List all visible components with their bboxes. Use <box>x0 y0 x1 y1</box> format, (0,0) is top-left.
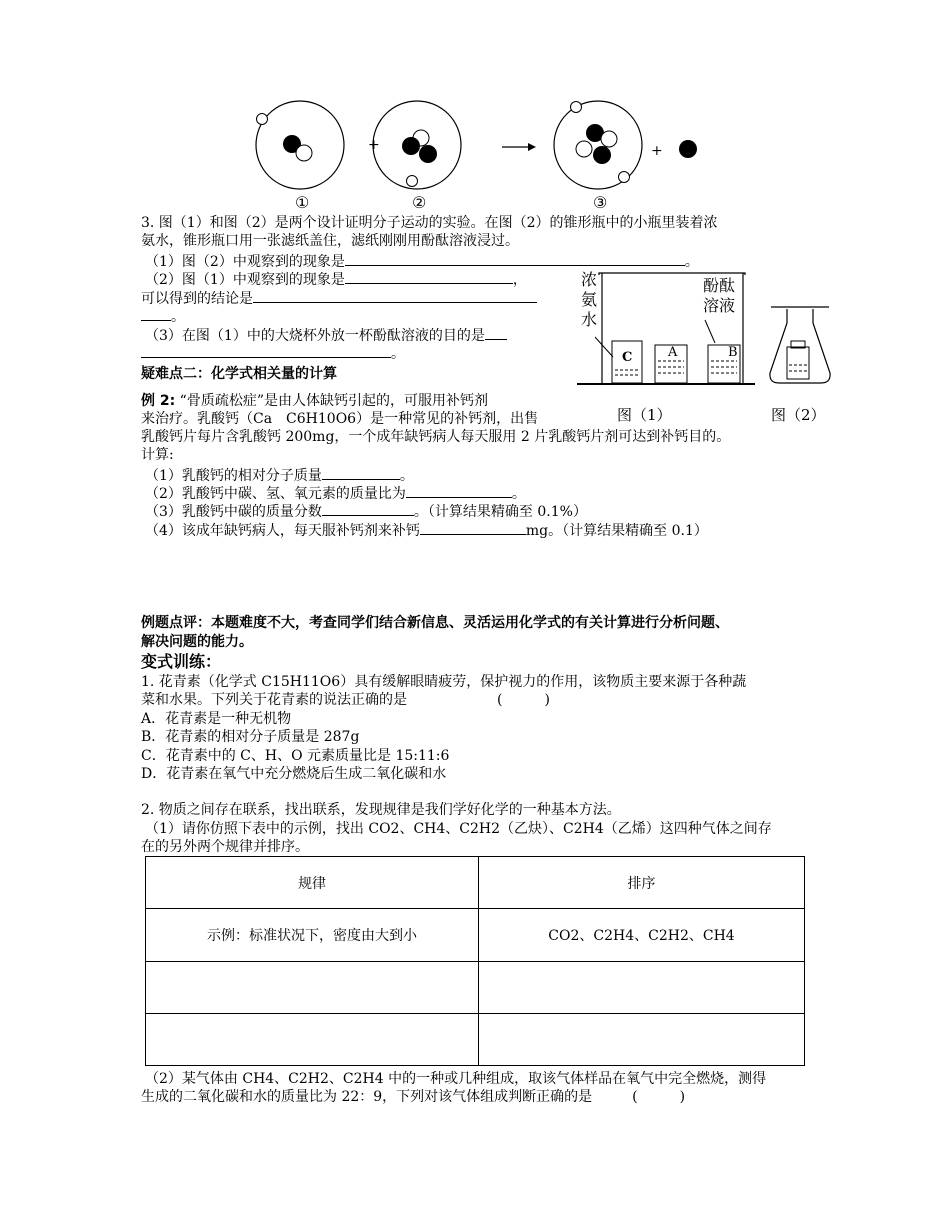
option-a: A．花青素是一种无机物 <box>141 711 292 727</box>
comment-line1: 例题点评：本题难度不大，考查同学们结合新信息、灵活运用化学式的有关计算进行分析问题、 <box>141 615 729 631</box>
figure-2-caption: 图（2） <box>771 406 826 424</box>
molecule-3 <box>554 101 642 189</box>
q3-stem-line1: 3. 图（1）和图（2）是两个设计证明分子运动的实验。在图（2）的锥形瓶中的小瓶里装着浓 <box>141 215 718 231</box>
cell-example-rule: 示例：标准状况下，密度由大到小 <box>146 909 479 962</box>
calc-4: （4）该成年缺钙病人，每天服补钙剂来补钙 mg。（计算结果精确至 0.1） <box>145 523 708 539</box>
beaker-label-c: C <box>622 350 633 365</box>
diagram-label-3: ③ <box>593 193 608 212</box>
practice-q2-line2: （1）请你仿照下表中的示例，找出 CO2、CH4、C2H2（乙炔）、C2H4（乙烯）这四种气体之间存 <box>145 821 772 837</box>
cell-blank-order-1[interactable] <box>479 962 805 1014</box>
example2-line2: 来治疗。乳酸钙（Ca C6H10O6）是一种常见的补钙剂，出售 <box>141 411 539 427</box>
figure-1-caption: 图（1） <box>617 406 672 424</box>
table-header-row <box>146 857 805 909</box>
plus-sign-2: + <box>651 143 663 159</box>
calc-1: （1）乳酸钙的相对分子质量 。 <box>145 468 414 484</box>
option-c: C．花青素中的 C、H、O 元素质量比是 15:11:6 <box>141 748 450 764</box>
q2-part2-line2: 生成的二氧化碳和水的质量比为 22：9，下列对该气体组成判断正确的是 ( ) <box>141 1089 686 1105</box>
molecule-1 <box>256 101 344 189</box>
option-b: B．花青素的相对分子质量是 287g <box>141 729 360 745</box>
q3-sub3: （3）在图（1）中的大烧杯外放一杯酚酞溶液的目的是 <box>145 326 507 345</box>
q3-sub2: （2）图（1）中观察到的现象是 ， <box>145 272 527 288</box>
option-d: D．花青素在氧气中充分燃烧后生成二氧化碳和水 <box>141 766 447 782</box>
atom-reaction-diagram <box>240 95 710 215</box>
calc-2: （2）乳酸钙中碳、氢、氧元素的质量比为 。 <box>145 486 526 502</box>
molecule-2 <box>373 101 461 189</box>
cell-blank-rule-1[interactable] <box>146 962 479 1014</box>
table-row-blank-1 <box>146 962 805 1014</box>
table-row-example <box>146 909 805 962</box>
diagram-label-1: ① <box>295 193 310 212</box>
plus-sign-1: + <box>368 137 380 153</box>
q3-sub1: （1）图（2）中观察到的现象是 。 <box>145 254 699 270</box>
q2-part2-line1: （2）某气体由 CH4、C2H2、C2H4 中的一种或几种组成，取该气体样品在氧气中完全燃烧，测得 <box>145 1071 767 1087</box>
practice-heading: 变式训练： <box>141 652 222 671</box>
cell-blank-rule-2[interactable] <box>146 1014 479 1066</box>
example2-line3: 乳酸钙片每片含乳酸钙 200mg，一个成年缺钙病人每天服用 2 片乳酸钙片剂可达到补钙目的。 <box>141 429 731 445</box>
header-order: 排序 <box>479 857 805 909</box>
rules-table <box>145 856 805 1066</box>
header-rule: 规律 <box>146 857 479 909</box>
comment-line2: 解决问题的能力。 <box>141 634 253 650</box>
beaker-label-b: B <box>728 345 738 360</box>
q3-stem-line2: 氨水，锥形瓶口用一张滤纸盖住，滤纸刚刚用酚酞溶液浸过。 <box>141 233 519 249</box>
section2-heading: 疑难点二：化学式相关量的计算 <box>141 366 337 382</box>
beaker-label-a: A <box>668 345 678 360</box>
diagram-label-2: ② <box>412 193 427 212</box>
q3-sub2b-end: 。 <box>141 307 185 326</box>
example2-line1: 例 2: “骨质疏松症”是由人体缺钙引起的，可服用补钙剂 <box>141 393 488 409</box>
q3-sub3-end: 。 <box>141 344 405 363</box>
cell-blank-order-2[interactable] <box>479 1014 805 1066</box>
example2-line4: 计算: <box>141 447 174 463</box>
table-row-blank-2 <box>146 1014 805 1066</box>
practice-q1-line1: 1. 花青素（化学式 C15H11O6）具有缓解眼睛疲劳，保护视力的作用，该物质主要来源于各种蔬 <box>141 674 747 690</box>
label-phenolphthalein: 酚酞 溶液 <box>703 276 736 315</box>
practice-q2-line1: 2. 物质之间存在联系，找出联系，发现规律是我们学好化学的一种基本方法。 <box>141 802 621 818</box>
practice-q2-line3: 在的另外两个规律并排序。 <box>141 839 309 855</box>
practice-q1-line2: 菜和水果。下列关于花青素的说法正确的是 ( ) <box>141 692 550 708</box>
cell-example-order: CO2、C2H4、C2H2、CH4 <box>479 909 805 962</box>
calc-3: （3）乳酸钙中碳的质量分数 。（计算结果精确至 0.1%） <box>145 504 587 520</box>
label-concentrated-ammonia: 浓 氨 水 <box>581 270 598 329</box>
q3-sub2b: 可以得到的结论是 <box>141 289 537 308</box>
